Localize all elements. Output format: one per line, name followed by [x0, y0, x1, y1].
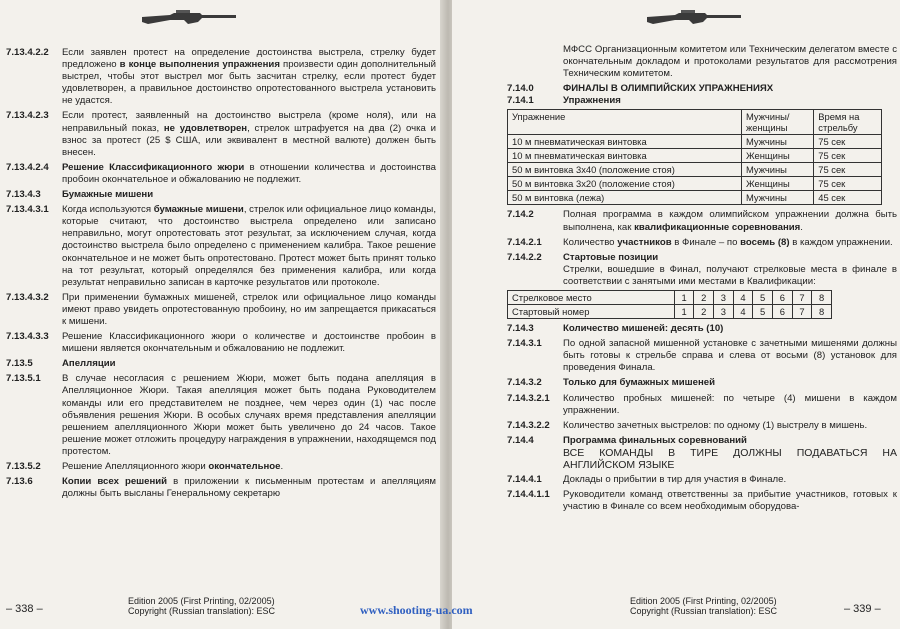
rule-text: Решение Классификационного жюри о количестве и достоинстве пробоин в мишени является окончательным и обжалованию не подлежит.	[62, 331, 436, 355]
rule-text: Количество мишеней: десять (10)	[563, 323, 724, 335]
rule-number: 7.13.4.2.2	[6, 47, 49, 58]
right-page	[452, 0, 900, 629]
rule-text: Если протест, заявленный на достоинство выстрела (кроме ноля), или на неправильный показ, не удовлетворен, стрелок штрафуется на два (2) очка и взнос за протест (25 $ США, или эквивалент в местной валюте) должен быть внесен.	[62, 110, 436, 158]
rule-text: Доклады о прибытии в тир для участия в Финале.	[563, 473, 787, 485]
table-cell: Мужчины	[742, 163, 814, 177]
rule-text: Решение Апелляционного жюри окончательное.	[62, 461, 284, 472]
rule-number: 7.13.5.2	[6, 461, 41, 472]
events-table	[507, 109, 882, 205]
rule-number: 7.13.5.1	[6, 373, 41, 385]
table-row	[508, 163, 882, 177]
table-cell: 2	[694, 305, 714, 319]
table-cell: 6	[772, 291, 792, 305]
left-page-text	[6, 44, 436, 500]
section-heading-row	[507, 377, 897, 389]
table-cell: 50 м винтовка 3х40 (положение стоя)	[508, 163, 742, 177]
table-cell: 75 сек	[814, 177, 882, 191]
rule-text: Если заявлен протест на определение достоинства выстрела, стрелку будет предложено в конце выполнения упражнения произвести один дополнительный выстрел, чтобы этот выстрел мог быть засчитан стрелку, если протест будет удовлетворен, а правильное достоинство опротестованного выстрела установить не удастся.	[62, 47, 436, 107]
rule-number: 7.13.4.3.2	[6, 291, 49, 303]
table-row-label: Стартовый номер	[508, 305, 675, 319]
rule-text: Решение Классификационного жюри в отношении количества и достоинства пробоин окончательное и обжалованию не подлежит.	[62, 161, 437, 185]
rule-number: 7.14.3.2	[507, 377, 542, 389]
edition-line: Edition 2005 (First Printing, 02/2005)	[630, 596, 777, 606]
rule-number: 7.13.4.2.3	[6, 110, 49, 122]
table-row	[508, 305, 832, 319]
table-cell: 10 м пневматическая винтовка	[508, 149, 742, 163]
rule-number: 7.14.3	[507, 323, 534, 335]
rule-text: Только для бумажных мишеней	[563, 377, 715, 389]
rule-number: 7.14.4.1	[507, 473, 542, 485]
rule-paragraph	[6, 331, 436, 355]
rule-paragraph	[6, 110, 436, 158]
table-cell: Мужчины	[742, 191, 814, 205]
table-header-cell: Время на стрельбу	[814, 110, 882, 135]
positions-table	[507, 290, 832, 319]
table-row	[508, 191, 882, 205]
table-cell: 5	[753, 305, 773, 319]
rule-paragraph	[507, 474, 897, 486]
edition-footer	[128, 596, 275, 616]
table-cell: Женщины	[742, 149, 814, 163]
rule-text: Количество зачетных выстрелов: по одному (1) выстрелу в мишень.	[563, 419, 868, 431]
table-cell: 50 м винтовка (лежа)	[508, 191, 742, 205]
table-row	[508, 177, 882, 191]
rule-number: 7.14.2.2	[507, 251, 542, 263]
rule-text: Полная программа в каждом олимпийском упражнении должна быть выполнена, как квалификационные соревнования.	[563, 209, 897, 233]
table-cell: 7	[792, 291, 812, 305]
rule-paragraph	[507, 209, 897, 233]
rule-text: Руководители команд ответственны за прибытие участников, готовых к участию в Финале со всем необходимым оборудова-	[563, 488, 897, 513]
left-page	[0, 0, 444, 629]
rule-paragraph	[507, 237, 897, 249]
rule-paragraph	[6, 476, 436, 500]
table-cell: 45 сек	[814, 191, 882, 205]
rule-paragraph	[6, 292, 436, 328]
copyright-line: Copyright (Russian translation): ESC	[128, 606, 276, 616]
table-cell: 75 сек	[814, 149, 882, 163]
table-cell: 4	[733, 291, 753, 305]
rule-number: 7.13.4.2.4	[6, 161, 49, 173]
section-heading-row	[507, 252, 897, 264]
table-cell: Женщины	[742, 177, 814, 191]
rule-text: Когда используются бумажные мишени, стрелок или официальное лицо команды, которые считают, что достоинство выстрела определено или записано неправильно, могут опротестовать этот результат, за исключением случая, когда достоинство выстрела было определено с применением калибра. Такое решение окончательное и не может быть опротестовано. Протест может быть принят только на тот результат, который определялся без применения калибра, или когда результат неправильно записан в карточке результатов или протоколе.	[62, 204, 436, 288]
table-row	[508, 149, 882, 163]
rule-number: 7.14.3.1	[507, 338, 542, 350]
rule-number: 7.13.4.3.3	[6, 331, 49, 343]
rifle-icon	[645, 6, 743, 28]
rule-number: 7.13.5	[6, 358, 33, 370]
watermark-url[interactable]: www.shooting-ua.com	[360, 603, 473, 617]
copyright-line: Copyright (Russian translation): ESC	[630, 606, 778, 616]
rule-number: 7.14.3.2.2	[507, 419, 550, 431]
edition-footer	[630, 596, 777, 616]
rule-number: 7.13.4.3.1	[6, 204, 49, 216]
rule-paragraph	[6, 373, 436, 458]
section-heading-row	[6, 358, 436, 370]
page-number: – 339 –	[844, 603, 881, 615]
rule-text: По одной запасной мишенной установке с зачетными мишенями должны быть готовы к стрельбе справа и слева от восьми (8) установок для проведения Финала.	[563, 338, 897, 374]
rule-number: 7.14.4.1.1	[507, 488, 550, 500]
rule-number: 7.14.3.2.1	[507, 392, 550, 404]
table-cell: 7	[792, 305, 812, 319]
table-header-cell: Упражнение	[508, 110, 742, 135]
rule-text: Количество участников в Финале – по восемь (8) в каждом упражнении.	[563, 236, 893, 248]
table-cell: 8	[812, 305, 832, 319]
table-cell: 10 м пневматическая винтовка	[508, 135, 742, 149]
table-cell: 1	[674, 305, 694, 319]
rule-paragraph	[507, 393, 897, 417]
section-heading: Упражнения	[563, 95, 621, 107]
table-cell: 2	[694, 291, 714, 305]
table-cell: 3	[714, 305, 734, 319]
rule-number: 7.14.4	[507, 434, 534, 446]
table-cell: 4	[733, 305, 753, 319]
rule-paragraph	[6, 204, 436, 289]
rule-text: Копии всех решений в приложении к письменным протестам и апелляциям должны быть высланы Генеральному секретарю	[62, 476, 436, 500]
table-row	[508, 135, 882, 149]
english-commands-note: ВСЕ КОМАНДЫ В ТИРЕ ДОЛЖНЫ ПОДАВАТЬСЯ НА АНГЛИЙСКОМ ЯЗЫКЕ	[563, 446, 897, 471]
table-row	[508, 291, 832, 305]
edition-line: Edition 2005 (First Printing, 02/2005)	[128, 596, 275, 606]
rule-text: Программа финальных соревнований	[563, 434, 747, 446]
section-heading: ФИНАЛЫ В ОЛИМПИЙСКИХ УПРАЖНЕНИЯХ	[563, 83, 774, 95]
table-header-row	[508, 110, 882, 135]
rifle-icon	[140, 6, 238, 28]
rule-text: В случае несогласия с решением Жюри, может быть подана апелляция в Апелляционное Жюри. Такая апелляция может быть подана Руководителем команды или его представителем не позднее, чем через один (1) час после объявления решения Жюри. В особых случаях время представления апелляции решением апелляционного Жюри может быть увеличено до 24 часов. Такое решение может отложить процедуру награждения в упражнении, находящемся под протестом.	[62, 373, 436, 457]
rule-paragraph	[507, 420, 897, 432]
rule-paragraph	[507, 489, 897, 513]
page-number: – 338 –	[6, 603, 43, 615]
section-number: 7.14.0	[507, 83, 534, 95]
rule-text: Стартовые позиции	[563, 251, 659, 263]
rule-number: 7.14.2.1	[507, 236, 542, 248]
rule-number: 7.13.4.3	[6, 189, 41, 201]
table-header-cell: Мужчины/ женщины	[742, 110, 814, 135]
intro-paragraph: МФСС Организационным комитетом или Техническим делегатом вместе с окончательным докладом и протоколами результатов для рассмотрения Техническим комитетом.	[563, 44, 897, 80]
rule-text: Количество пробных мишеней: по четыре (4) мишени в каждом упражнении.	[563, 392, 897, 416]
table-row-label: Стрелковое место	[508, 291, 675, 305]
section-heading-row	[6, 189, 436, 201]
table-cell: 75 сек	[814, 135, 882, 149]
start-positions-text: Стрелки, вошедшие в Финал, получают стрелковые места в финале в соответствии с занятыми ими местами в Квалификации:	[563, 263, 897, 287]
table-cell: 50 м винтовка 3х20 (положение стоя)	[508, 177, 742, 191]
table-cell: 75 сек	[814, 163, 882, 177]
table-cell: Мужчины	[742, 135, 814, 149]
table-cell: 3	[714, 291, 734, 305]
table-cell: 1	[674, 291, 694, 305]
rule-text: Апелляции	[62, 358, 116, 370]
rule-paragraph	[507, 338, 897, 374]
table-cell: 6	[772, 305, 792, 319]
rule-number: 7.14.2	[507, 209, 534, 221]
table-cell: 8	[812, 291, 832, 305]
rule-text: Бумажные мишени	[62, 189, 154, 201]
rule-paragraph	[6, 461, 436, 473]
section-heading-row	[507, 435, 897, 447]
rule-paragraph	[6, 47, 436, 107]
section-number: 7.14.1	[507, 95, 534, 107]
rule-paragraph	[6, 162, 436, 186]
rule-text: При применении бумажных мишеней, стрелок или официальное лицо команды имеют право увидеть опротестованную пробоину, но им запрещается прикасаться к мишени.	[62, 291, 436, 327]
rule-number: 7.13.6	[6, 476, 33, 488]
right-page-text	[507, 44, 897, 513]
table-cell: 5	[753, 291, 773, 305]
section-heading-row	[507, 323, 897, 335]
